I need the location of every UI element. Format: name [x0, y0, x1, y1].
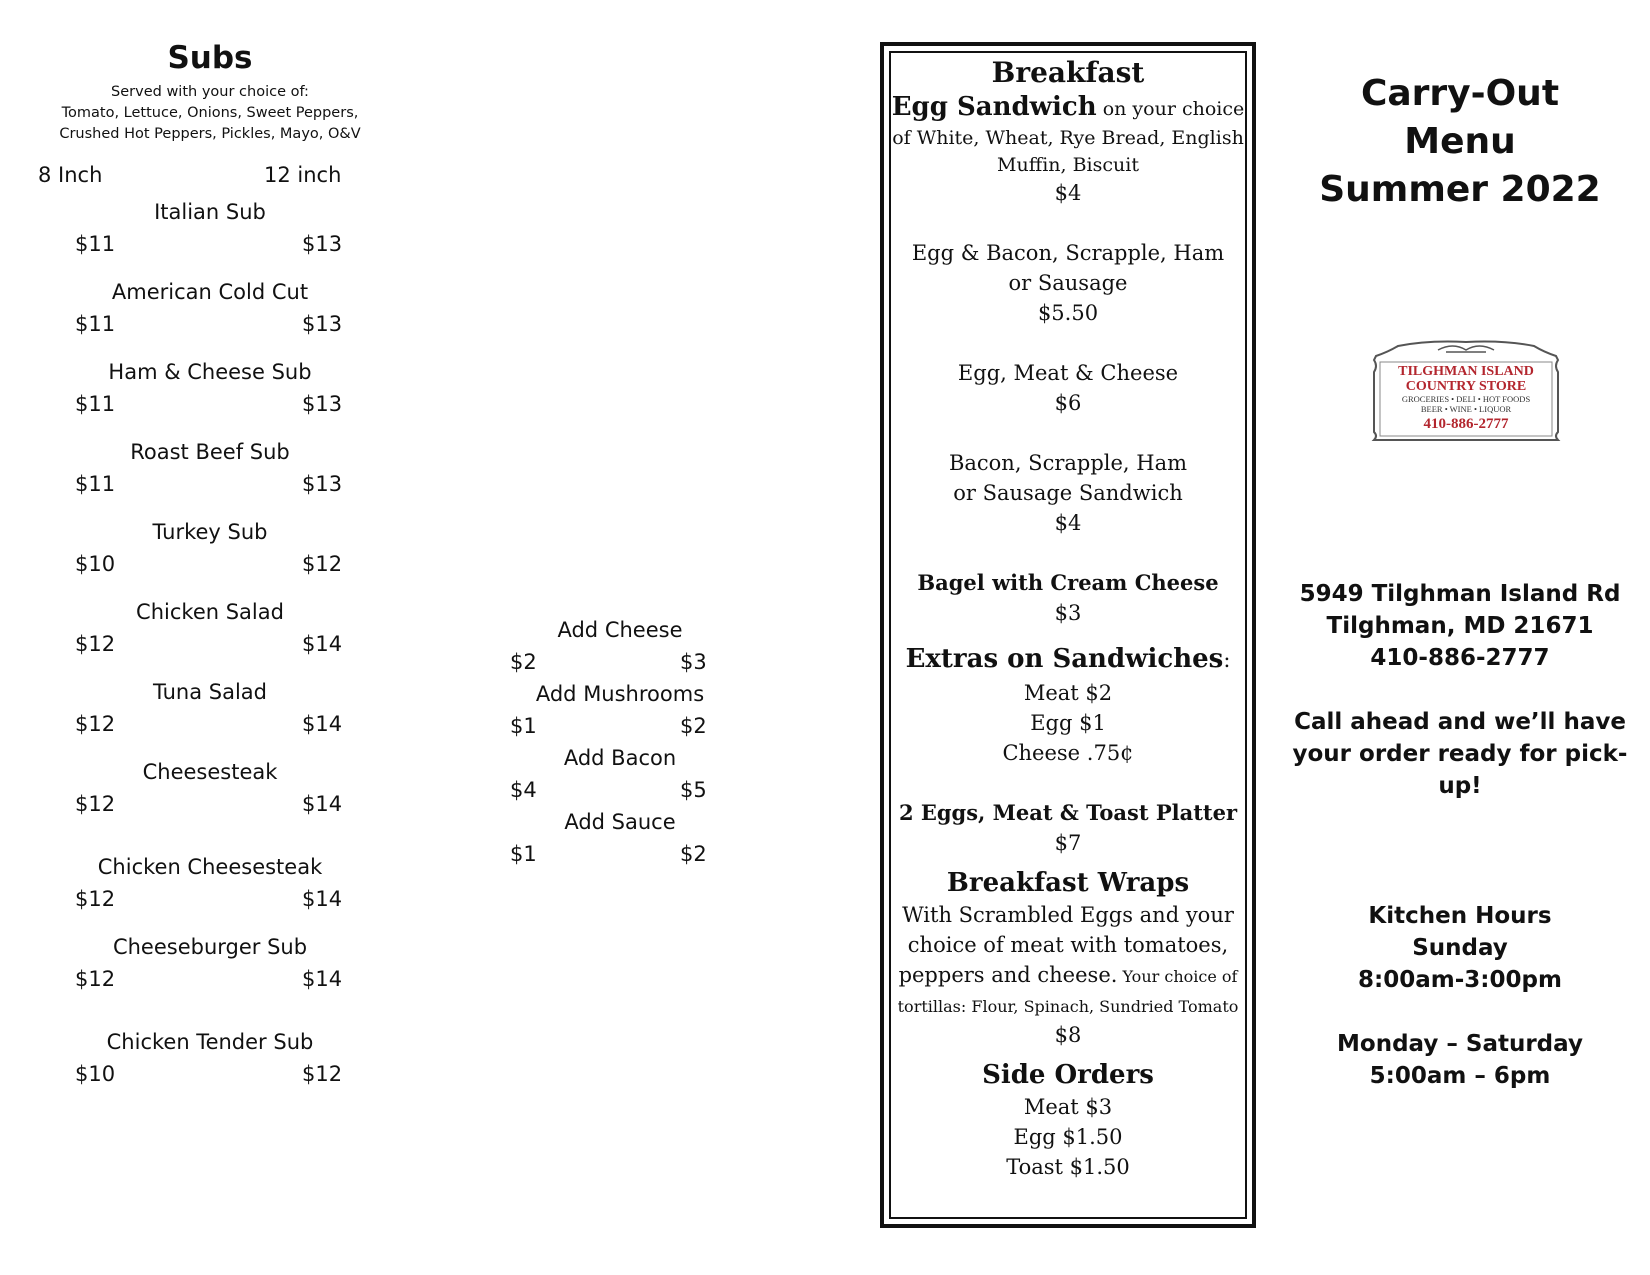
bacon-sandwich-price: $4 [1054, 511, 1082, 535]
sub-price-8: $11 [75, 472, 116, 496]
sub-name: Ham & Cheese Sub [108, 360, 312, 384]
addon-name: Add Cheese [557, 618, 683, 642]
menu-title-line: Carry-Out [1360, 73, 1560, 114]
sub-price-8: $12 [75, 887, 116, 911]
sub-price-12: $12 [302, 1062, 343, 1086]
addon-name: Add Bacon [563, 746, 677, 770]
addon-price-12: $3 [680, 650, 707, 674]
platter-name: 2 Eggs, Meat & Toast Platter [898, 800, 1238, 825]
kitchen-hours [1280, 900, 1640, 1092]
served-line: Tomato, Lettuce, Onions, Sweet Peppers, [61, 105, 359, 121]
egg-sandwich-desc [890, 90, 1246, 178]
sub-price-12: $14 [302, 712, 343, 736]
extras-title: Extras on Sandwiches [905, 644, 1224, 674]
extras-item: Egg $1 [1030, 711, 1106, 735]
egg-bacon-price: $5.50 [1037, 301, 1099, 325]
egg-sandwich-price: $4 [1054, 181, 1082, 205]
sub-price-12: $13 [302, 232, 343, 256]
sub-price-12: $13 [302, 392, 343, 416]
store-logo [1368, 340, 1564, 444]
sub-name: Cheesesteak [142, 760, 278, 784]
egg-meat-cheese-price: $6 [1054, 391, 1082, 415]
addon-price-12: $2 [680, 842, 707, 866]
addon-price-8: $4 [510, 778, 537, 802]
sub-price-8: $11 [75, 232, 116, 256]
subs-section [30, 40, 390, 193]
call-ahead-line: Call ahead and we’ll have [1294, 709, 1626, 735]
sub-price-8: $11 [75, 392, 116, 416]
sub-name: Italian Sub [154, 200, 266, 224]
bagel-price: $3 [1054, 601, 1082, 625]
wraps-tortilla-note: Your choice of tortillas: Flour, Spinach, Sundried Tomato [897, 967, 1239, 1016]
address-line: Tilghman, MD 21671 [1326, 613, 1594, 639]
addon-price-12: $2 [680, 714, 707, 738]
sub-price-8: $12 [75, 712, 116, 736]
size-header-row [30, 163, 390, 193]
sub-price-12: $14 [302, 632, 343, 656]
addon-name: Add Mushrooms [535, 682, 705, 706]
subs-title: Subs [167, 40, 253, 76]
egg-meat-cheese-name: Egg, Meat & Cheese [957, 361, 1179, 385]
size-8-inch-label: 8 Inch [38, 163, 103, 187]
hours-day: Sunday [1412, 935, 1508, 961]
sub-price-8: $12 [75, 632, 116, 656]
sub-price-12: $14 [302, 887, 343, 911]
wraps-title: Breakfast Wraps [946, 868, 1190, 898]
menu-header [1280, 70, 1640, 214]
call-ahead-line: up! [1438, 773, 1482, 799]
egg-bacon-name: Egg & Bacon, Scrapple, Ham or Sausage [911, 241, 1225, 295]
logo-line4: BEER • WINE • LIQUOR [1420, 404, 1512, 414]
egg-sandwich-heading: Egg Sandwich [891, 92, 1097, 122]
extras-colon: : [1223, 648, 1231, 672]
sub-price-12: $12 [302, 552, 343, 576]
sub-price-8: $10 [75, 1062, 116, 1086]
served-line: Crushed Hot Peppers, Pickles, Mayo, O&V [59, 126, 361, 142]
size-12-inch-label: 12 inch [264, 163, 342, 187]
call-ahead-line: your order ready for pick- [1292, 741, 1628, 767]
menu-title-line: Summer 2022 [1319, 169, 1601, 210]
logo-line3: GROCERIES • DELI • HOT FOODS [1401, 394, 1531, 404]
platter-price: $7 [1054, 831, 1082, 855]
breakfast-title: Breakfast [991, 56, 1145, 89]
sides-item: Meat $3 [1023, 1095, 1113, 1119]
breakfast-section [890, 56, 1246, 1182]
sides-item: Toast $1.50 [1006, 1155, 1130, 1179]
address-line: 5949 Tilghman Island Rd [1299, 581, 1621, 607]
sub-name: Chicken Salad [136, 600, 284, 624]
logo-line1: TILGHMAN ISLAND [1398, 364, 1534, 379]
sub-price-12: $14 [302, 967, 343, 991]
menu-title [1280, 70, 1640, 214]
addon-price-8: $1 [510, 714, 537, 738]
bacon-sandwich-name: Bacon, Scrapple, Ham or Sausage Sandwich [948, 451, 1188, 505]
extras-heading-row [890, 642, 1246, 678]
extras-item: Meat $2 [1023, 681, 1113, 705]
hours-time: 5:00am – 6pm [1369, 1063, 1551, 1089]
extras-item: Cheese .75¢ [1002, 741, 1134, 765]
addon-price-8: $1 [510, 842, 537, 866]
menu-title-line: Menu [1404, 121, 1516, 162]
hours-title: Kitchen Hours [1368, 903, 1552, 929]
served-line: Served with your choice of: [111, 84, 309, 100]
addon-price-12: $5 [680, 778, 707, 802]
sub-price-12: $13 [302, 312, 343, 336]
addon-price-8: $2 [510, 650, 537, 674]
sides-title: Side Orders [982, 1060, 1154, 1090]
logo-phone: 410-886-2777 [1423, 416, 1509, 432]
sub-name: Chicken Tender Sub [106, 1030, 314, 1054]
sub-name: Cheeseburger Sub [112, 935, 308, 959]
wraps-price: $8 [1054, 1023, 1082, 1047]
addon-name: Add Sauce [564, 810, 676, 834]
sub-price-12: $13 [302, 472, 343, 496]
egg-sandwich-options: on your choice of White, Wheat, Rye Bread, English Muffin, Biscuit [892, 98, 1245, 176]
sub-price-8: $10 [75, 552, 116, 576]
hours-day: Monday – Saturday [1337, 1031, 1583, 1057]
subs-toppings-note [30, 82, 390, 145]
sub-price-12: $14 [302, 792, 343, 816]
sub-name: American Cold Cut [111, 280, 309, 304]
sub-name: Roast Beef Sub [130, 440, 290, 464]
sub-name: Turkey Sub [152, 520, 268, 544]
sub-name: Tuna Salad [152, 680, 268, 704]
sub-name: Chicken Cheesesteak [97, 855, 323, 879]
sub-price-8: $11 [75, 312, 116, 336]
hours-time: 8:00am-3:00pm [1358, 967, 1562, 993]
contact-info [1280, 578, 1640, 802]
wraps-desc [890, 900, 1246, 1020]
phone-number: 410-886-2777 [1370, 645, 1550, 671]
wraps-desc-main: With Scrambled Eggs and your choice of meat with tomatoes, peppers and cheese. [898, 903, 1234, 987]
logo-line2: COUNTRY STORE [1405, 379, 1527, 394]
sides-item: Egg $1.50 [1013, 1125, 1123, 1149]
bagel-name: Bagel with Cream Cheese [917, 570, 1219, 595]
sub-price-8: $12 [75, 967, 116, 991]
sub-price-8: $12 [75, 792, 116, 816]
